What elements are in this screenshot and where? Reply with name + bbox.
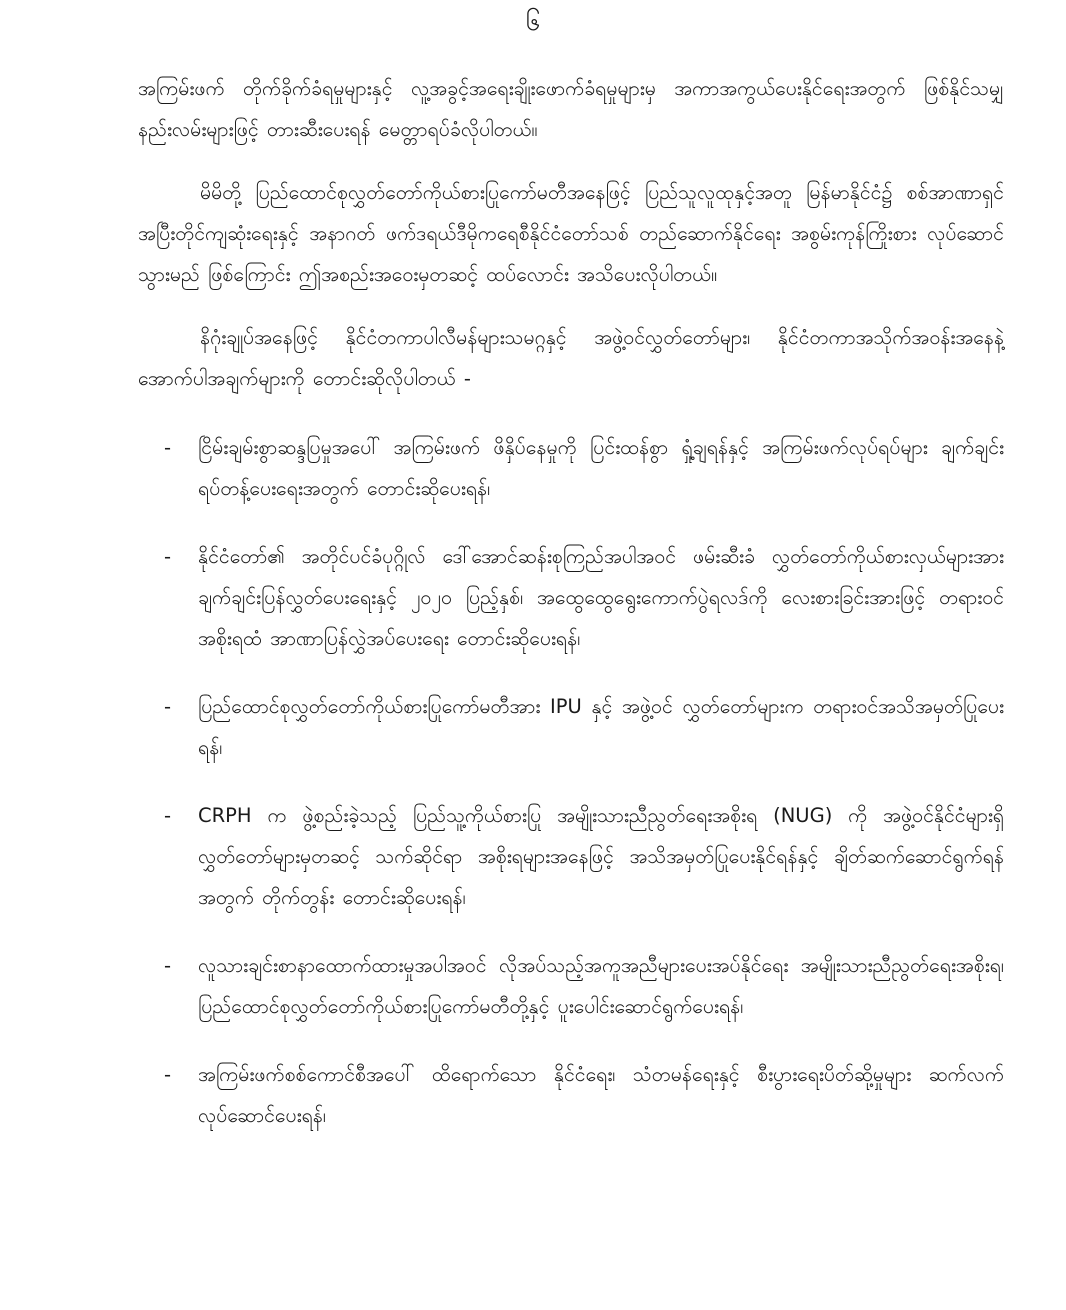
list-item-text: ပြည်ထောင်စုလွှတ်တော်ကိုယ်စားပြုကော်မတီအား IPU နှင့် အဖွဲ့ဝင် လွှတ်တော်များက တရားဝင်အသိအမှတ်ပြုပေးရန်၊	[198, 695, 1004, 759]
page-number: ၆	[525, 7, 541, 37]
list-item	[138, 686, 1004, 768]
document-body	[138, 68, 1004, 1163]
bullet-marker: -	[164, 695, 172, 718]
list-item-text: အကြမ်းဖက်စစ်ကောင်စီအပေါ် ထိရောက်သော နိုင်ငံရေး၊ သံတမန်ရေးနှင့် စီးပွားရေးပိတ်ဆို့မှုများ ဆက်လက်လုပ်ဆောင်ပေးရန်၊	[198, 1063, 1004, 1127]
list-item	[138, 795, 1004, 918]
list-item-text: လူသားချင်းစာနာထောက်ထားမှုအပါအဝင် လိုအပ်သည့်အကူအညီများပေးအပ်နိုင်ရေး အမျိုးသားညီညွတ်ရေးအစိုးရ၊ ပြည်ထောင်စုလွှတ်တော်ကိုယ်စားပြုကော်မတီတို့နှင့် ပူးပေါင်းဆောင်ရွက်ပေးရန်၊	[198, 954, 1004, 1018]
bullet-marker: -	[164, 1063, 172, 1086]
list-item	[138, 427, 1004, 509]
paragraph-1: အကြမ်းဖက် တိုက်ခိုက်ခံရမှုများနှင့် လူ့အခွင့်အရေးချိုးဖောက်ခံရမှုများမှ အကာအကွယ်ပေးနိုင်ရေးအတွက် ဖြစ်နိုင်သမျှ နည်းလမ်းများဖြင့် တားဆီးပေးရန် မေတ္တာရပ်ခံလိုပါတယ်။	[138, 77, 1004, 141]
list-item-text: ငြိမ်းချမ်းစွာဆန္ဒပြမှုအပေါ် အကြမ်းဖက် ဖိနှိပ်နေမှုကို ပြင်းထန်စွာ ရှုံ့ချရန်နှင့် အကြမ်းဖက်လုပ်ရပ်များ ချက်ချင်းရပ်တန့်ပေးရေးအတွက် တောင်းဆိုပေးရန်၊	[198, 436, 1004, 500]
list-item	[138, 945, 1004, 1027]
list-item	[138, 1054, 1004, 1136]
bullet-marker: -	[164, 545, 172, 568]
paragraph-2: မိမိတို့ ပြည်ထောင်စုလွှတ်တော်ကိုယ်စားပြုကော်မတီအနေဖြင့် ပြည်သူလူထုနှင့်အတူ မြန်မာနိုင်ငံ၌ စစ်အာဏာရှင် အပြီးတိုင်ကျဆုံးရေးနှင့် အနာဂတ် ဖက်ဒရယ်ဒီမိုကရေစီနိုင်ငံတော်သစ် တည်ဆောက်နိုင်ရေး အစွမ်းကုန်ကြိုးစား လုပ်ဆောင်သွားမည် ဖြစ်ကြောင်း ဤအစည်းအဝေးမှတဆင့် ထပ်လောင်း အသိပေးလိုပါတယ်။	[138, 181, 1004, 286]
bullet-marker: -	[164, 436, 172, 459]
demands-list	[138, 427, 1004, 1136]
list-item	[138, 536, 1004, 659]
bullet-marker: -	[164, 804, 172, 827]
list-item-text: နိုင်ငံတော်၏ အတိုင်ပင်ခံပုဂ္ဂိုလ် ဒေါ်အောင်ဆန်းစုကြည်အပါအဝင် ဖမ်းဆီးခံ လွှတ်တော်ကိုယ်စားလှယ်များအား ချက်ချင်းပြန်လွှတ်ပေးရေးနှင့် ၂၀၂၀ ပြည့်နှစ်၊ အထွေထွေရွေးကောက်ပွဲရလဒ်ကို လေးစားခြင်းအားဖြင့် တရားဝင် အစိုးရထံ အာဏာပြန်လွှဲအပ်ပေးရေး တောင်းဆိုပေးရန်၊	[198, 545, 1004, 650]
bullet-marker: -	[164, 954, 172, 977]
paragraph-3: နိဂုံးချုပ်အနေဖြင့် နိုင်ငံတကာပါလီမန်များသမဂ္ဂနှင့် အဖွဲ့ဝင်လွှတ်တော်များ၊ နိုင်ငံတကာအသိုက်အဝန်းအနေနဲ့ အောက်ပါအချက်များကို တောင်းဆိုလိုပါတယ် -	[138, 326, 1004, 390]
list-item-text: CRPH က ဖွဲ့စည်းခဲ့သည့် ပြည်သူ့ကိုယ်စားပြု အမျိုးသားညီညွတ်ရေးအစိုးရ (NUG) ကို အဖွဲ့ဝင်နိုင်ငံများရှိ လွှတ်တော်များမှတဆင့် သက်ဆိုင်ရာ အစိုးရများအနေဖြင့် အသိအမှတ်ပြုပေးနိုင်ရန်နှင့် ချိတ်ဆက်ဆောင်ရွက်ရန်အတွက် တိုက်တွန်း တောင်းဆိုပေးရန်၊	[198, 804, 1004, 909]
